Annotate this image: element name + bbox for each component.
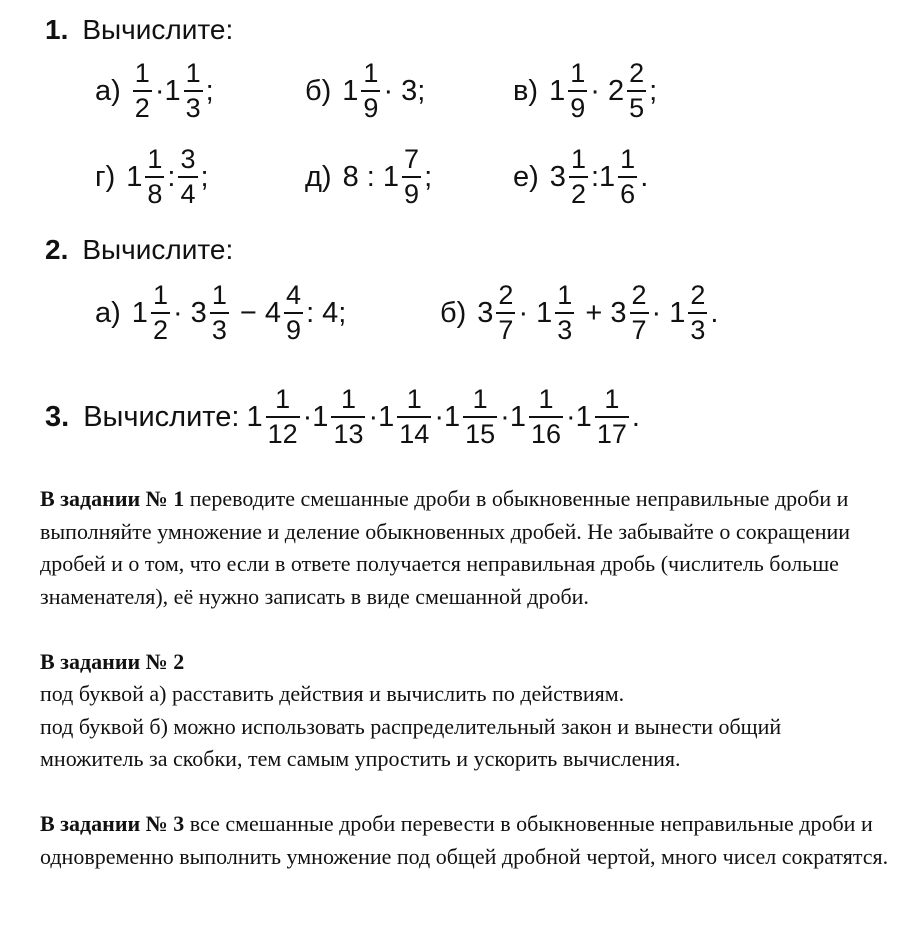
denominator: 7 [496, 312, 515, 344]
numerator: 1 [538, 384, 554, 414]
note-3 [40, 808, 890, 873]
denominator: 3 [210, 312, 229, 344]
note-heading: В задании № 2 [40, 648, 185, 674]
item-label: б) [305, 74, 332, 107]
expr-text: ; [200, 160, 209, 193]
numerator: 1 [472, 384, 488, 414]
numerator: 1 [620, 144, 636, 174]
numerator: 1 [211, 280, 227, 310]
expr-text: 1 [131, 296, 148, 329]
fraction [361, 60, 380, 122]
note-text: под буквой а) расставить действия и вычислить по действиям. [40, 681, 625, 706]
fraction [178, 146, 197, 208]
expr-text: · 1 [518, 296, 553, 329]
denominator: 17 [595, 416, 629, 448]
numerator: 1 [275, 384, 291, 414]
expr-text: : 4; [306, 296, 347, 329]
fraction [133, 60, 152, 122]
expr-text: · 1 [651, 296, 686, 329]
note-text: переводите смешанные дроби в обыкновенные неправильные дроби и выполняйте умножение и деление обыкновенных дробей. Не забывайте о сокращении дробей и о том, что если в ответе получается неправильная дробь (числитель больше знаменателя), её нужно записать в виде смешанной дроби. [40, 486, 851, 609]
task1-item-e [513, 146, 649, 208]
fraction [463, 386, 497, 448]
fraction [627, 60, 646, 122]
note-heading: В задании № 3 [40, 811, 185, 836]
expr-text: 3 [477, 296, 494, 329]
expr-text: + 3 [577, 296, 627, 329]
fraction [568, 60, 587, 122]
expr-text: ; [649, 74, 658, 107]
task-number: 2. [45, 234, 69, 265]
fraction [331, 386, 365, 448]
denominator: 9 [402, 176, 421, 208]
fraction [529, 386, 563, 448]
note-text: под буквой б) можно использовать распределительный закон и вынести общий множитель за скобки, тем самым упростить и ускорить вычисления. [40, 713, 782, 771]
denominator: 16 [529, 416, 563, 448]
fraction [210, 282, 229, 344]
task3-expression [245, 386, 640, 448]
denominator: 12 [266, 416, 300, 448]
fraction [266, 386, 300, 448]
expr-text: : [167, 160, 176, 193]
item-label: а) [95, 74, 121, 107]
numerator: 1 [406, 384, 422, 414]
denominator: 9 [361, 90, 380, 122]
expr-text: ·1 [302, 400, 329, 433]
fraction [151, 282, 170, 344]
numerator: 1 [363, 58, 379, 88]
task1-item-v [513, 60, 658, 122]
numerator: 2 [631, 280, 647, 310]
numerator: 7 [404, 144, 420, 174]
task2-item-b [440, 282, 719, 344]
expr-text: ·1 [566, 400, 592, 433]
expr-text: . [710, 296, 719, 329]
expr-text: ·1 [434, 400, 461, 433]
expr-text: ; [205, 74, 214, 107]
item-label: г) [95, 160, 116, 193]
denominator: 3 [555, 312, 574, 344]
task1-item-d [305, 146, 433, 208]
task-title: Вычислите: [82, 14, 234, 45]
fraction [397, 386, 431, 448]
task2-heading [45, 234, 233, 266]
task-title: Вычислите: [83, 400, 240, 433]
expr-text: 1 [549, 74, 566, 107]
fraction [595, 386, 629, 448]
task1-item-b [305, 60, 426, 122]
expr-text: 1 [246, 400, 263, 433]
expr-text: · 2 [590, 74, 625, 107]
denominator: 2 [151, 312, 170, 344]
item-label: б) [440, 296, 467, 329]
note-2 [40, 646, 890, 776]
fraction [688, 282, 707, 344]
task3-line [45, 386, 641, 448]
task-number: 1. [45, 14, 69, 45]
fraction [145, 146, 164, 208]
denominator: 2 [569, 176, 588, 208]
denominator: 6 [618, 176, 637, 208]
denominator: 2 [133, 90, 152, 122]
expr-text: . [631, 400, 640, 433]
expr-text: ·1 [500, 400, 526, 433]
denominator: 3 [688, 312, 707, 344]
note-text: все смешанные дроби перевести в обыкновенные неправильные дроби и одновременно выполнить умножение под общей дробной чертой, много чисел сократятся. [40, 811, 889, 869]
numerator: 1 [570, 58, 586, 88]
numerator: 1 [340, 384, 356, 414]
denominator: 3 [184, 90, 203, 122]
numerator: 2 [498, 280, 514, 310]
fraction [630, 282, 649, 344]
fraction [496, 282, 515, 344]
item-label: а) [95, 296, 121, 329]
denominator: 9 [568, 90, 587, 122]
denominator: 14 [397, 416, 431, 448]
denominator: 15 [463, 416, 497, 448]
denominator: 5 [627, 90, 646, 122]
expr-text: ·1 [154, 74, 181, 107]
numerator: 1 [570, 144, 586, 174]
fraction [555, 282, 574, 344]
numerator: 1 [152, 280, 168, 310]
note-1 [40, 483, 890, 613]
expr-text: :1 [590, 160, 616, 193]
expr-text: − 4 [231, 296, 282, 329]
task-title: Вычислите: [82, 234, 234, 265]
numerator: 1 [147, 144, 163, 174]
expr-text: ·1 [368, 400, 395, 433]
expr-text: 1 [342, 74, 359, 107]
instructions [40, 483, 890, 906]
numerator: 3 [180, 144, 196, 174]
fraction [402, 146, 421, 208]
denominator: 7 [630, 312, 649, 344]
expr-text: ; [424, 160, 433, 193]
expr-text: 3 [549, 160, 566, 193]
task-number: 3. [45, 400, 70, 433]
item-label: в) [513, 74, 539, 107]
fraction [618, 146, 637, 208]
expr-text: 8 : 1 [342, 160, 400, 193]
numerator: 2 [629, 58, 645, 88]
expr-text: 1 [126, 160, 143, 193]
numerator: 1 [185, 58, 201, 88]
note-heading: В задании № 1 [40, 486, 185, 511]
expr-text: · 3; [383, 74, 426, 107]
numerator: 1 [557, 280, 573, 310]
task1-heading [45, 14, 233, 46]
fraction [284, 282, 303, 344]
numerator: 1 [134, 58, 150, 88]
denominator: 8 [145, 176, 164, 208]
numerator: 4 [286, 280, 302, 310]
expr-text: · 3 [172, 296, 207, 329]
numerator: 1 [604, 384, 620, 414]
fraction [184, 60, 203, 122]
denominator: 13 [331, 416, 365, 448]
numerator: 2 [690, 280, 706, 310]
task1-item-g [95, 146, 210, 208]
task2-item-a [95, 282, 347, 344]
item-label: д) [305, 160, 332, 193]
item-label: е) [513, 160, 539, 193]
task1-item-a [95, 60, 215, 122]
expr-text: . [640, 160, 649, 193]
fraction [569, 146, 588, 208]
denominator: 9 [284, 312, 303, 344]
denominator: 4 [178, 176, 197, 208]
